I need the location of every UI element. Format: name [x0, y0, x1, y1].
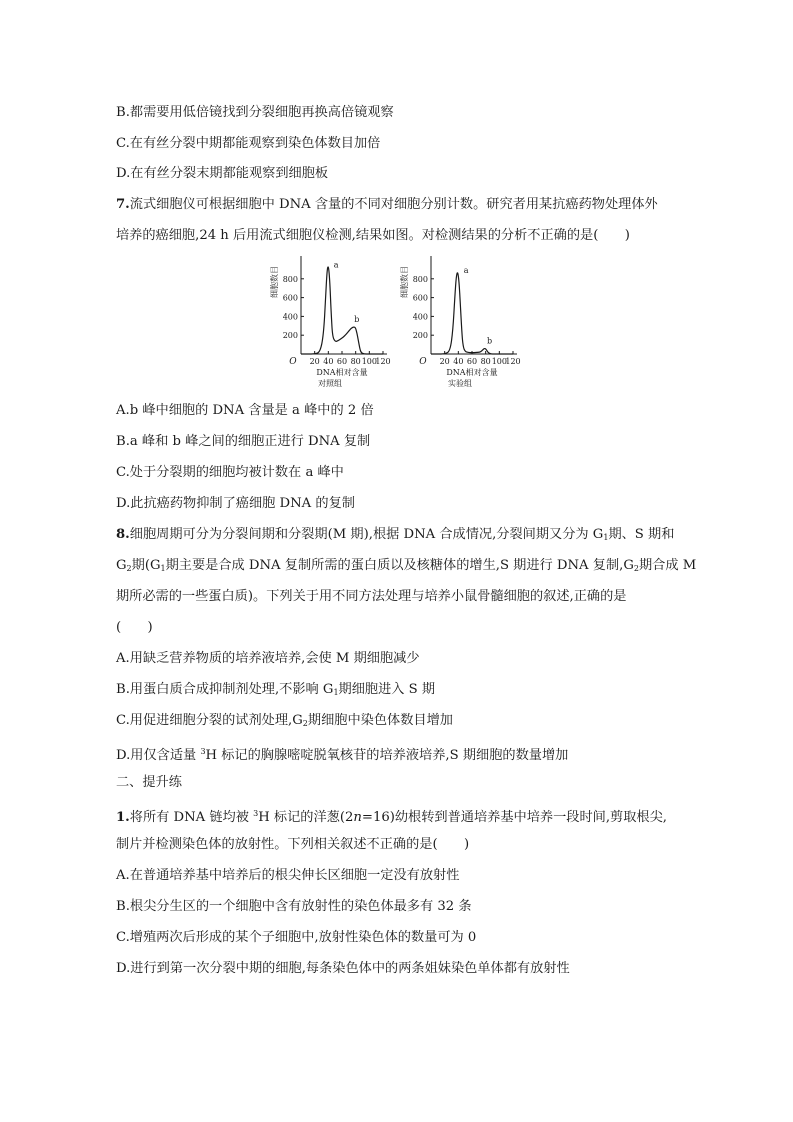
y-tick-label: 400 [282, 312, 298, 322]
x-tick-label: 100 [361, 357, 377, 366]
question-1-stem-line2: 制片并检测染色体的放射性。下列相关叙述不正确的是( ) [116, 837, 470, 852]
question-8-answer-paren: ( ) [116, 620, 153, 635]
option-c-prev: C.在有丝分裂中期都能观察到染色体数目加倍 [116, 136, 381, 151]
x-axis-label: DNA相对含量 [316, 368, 368, 377]
peak-label-a: a [463, 266, 469, 276]
y-tick-label: 800 [412, 274, 428, 284]
x-axis-label: DNA相对含量 [446, 368, 498, 377]
x-tick-label: 20 [309, 357, 320, 366]
x-tick-label: 60 [336, 357, 348, 366]
question-8-stem-line1: 8.细胞周期可分为分裂间期和分裂期(M 期),根据 DNA 合成情况,分裂间期又分为 $G_1$期、S 期和 [116, 527, 675, 542]
chart-experiment-group [395, 252, 525, 390]
x-tick-label: 80 [350, 357, 361, 366]
peak-label-b: b [354, 315, 360, 325]
x-tick-label: 60 [466, 357, 478, 366]
question-8-option-b: B.用蛋白质合成抑制剂处理,不影响 $G_1$期细胞进入 S 期 [116, 682, 436, 697]
series-line [431, 273, 513, 354]
question-8-option-c: C.用促进细胞分裂的试剂处理$,G_2$期细胞中染色体数目增加 [116, 713, 453, 728]
y-tick-label: 200 [412, 331, 428, 341]
x-tick-label: 20 [439, 357, 450, 366]
question-7-stem-line1: 7.流式细胞仪可根据细胞中 DNA 含量的不同对细胞分别计数。研究者用某抗癌药物处理体外 [116, 197, 658, 212]
y-tick-label: 800 [282, 274, 298, 284]
y-tick-label: 200 [282, 331, 298, 341]
y-axis-label: 细胞数目 [400, 266, 409, 298]
question-7-stem-line2: 培养的癌细胞,24 h 后用流式细胞仪检测,结果如图。对检测结果的分析不正确的是( ) [116, 228, 630, 243]
x-tick-label: 120 [375, 357, 391, 366]
option-d-prev: D.在有丝分裂末期都能观察到细胞板 [116, 166, 329, 181]
origin-label: O [419, 357, 427, 367]
question-1-option-a: A.在普通培养基中培养后的根尖伸长区细胞一定没有放射性 [116, 868, 460, 883]
question-number: 1. [116, 810, 130, 825]
question-8-option-d: D.用仅含适量 $^3$H 标记的胸腺嘧啶脱氧核苷的培养液培养,S 期细胞的数量增加 [116, 747, 569, 763]
question-1-option-d: D.进行到第一次分裂中期的细胞,每条染色体中的两条姐妹染色单体都有放射性 [116, 961, 570, 976]
question-7-option-d: D.此抗癌药物抑制了癌细胞 DNA 的复制 [116, 496, 355, 511]
question-7-option-a: A.b 峰中细胞的 DNA 含量是 a 峰中的 2 倍 [116, 403, 374, 418]
option-b-prev: B.都需要用低倍镜找到分裂细胞再换高倍镜观察 [116, 105, 394, 120]
section-heading: 二、提升练 [116, 775, 182, 790]
x-tick-label: 40 [323, 357, 334, 366]
chart-control-group [265, 252, 395, 390]
x-tick-label: 100 [491, 357, 507, 366]
question-1-option-b: B.根尖分生区的一个细胞中含有放射性的染色体最多有 32 条 [116, 899, 472, 914]
x-tick-label: 40 [453, 357, 464, 366]
question-7-option-b: B.a 峰和 b 峰之间的细胞正进行 DNA 复制 [116, 434, 371, 449]
question-1-stem-line1: 1.将所有 DNA 链均被 $^3$H 标记的洋葱(2n=16)幼根转到普通培养基中培养一段时间,剪取根尖, [116, 809, 667, 825]
y-tick-label: 600 [412, 293, 428, 303]
peak-label-a: a [333, 260, 339, 270]
x-tick-label: 120 [505, 357, 521, 366]
y-axis-label: 细胞数目 [270, 266, 279, 298]
question-1-option-c: C.增殖两次后形成的某个子细胞中,放射性染色体的数量可为 0 [116, 930, 477, 945]
peak-label-b: b [487, 336, 493, 346]
y-tick-label: 600 [282, 293, 298, 303]
origin-label: O [289, 357, 297, 367]
question-8-stem-line3: 期所必需的一些蛋白质)。下列关于用不同方法处理与培养小鼠骨髓细胞的叙述,正确的是 [116, 589, 627, 604]
chart-title: 实验组 [448, 379, 472, 388]
chart-title: 对照组 [318, 379, 342, 388]
question-number: 7. [116, 197, 130, 212]
question-7-option-c: C.处于分裂期的细胞均被计数在 a 峰中 [116, 465, 344, 480]
question-8-stem-line2: $G_2$期($G_1$期主要是合成 DNA 复制所需的蛋白质以及核糖体的增生,S 期进行 DNA 复制$,G_2$期合成 M [116, 558, 697, 573]
x-tick-label: 80 [480, 357, 491, 366]
question-8-option-a: A.用缺乏营养物质的培养液培养,会使 M 期细胞减少 [116, 651, 420, 666]
series-line [301, 267, 383, 354]
question-number: 8. [116, 527, 130, 542]
y-tick-label: 400 [412, 312, 428, 322]
